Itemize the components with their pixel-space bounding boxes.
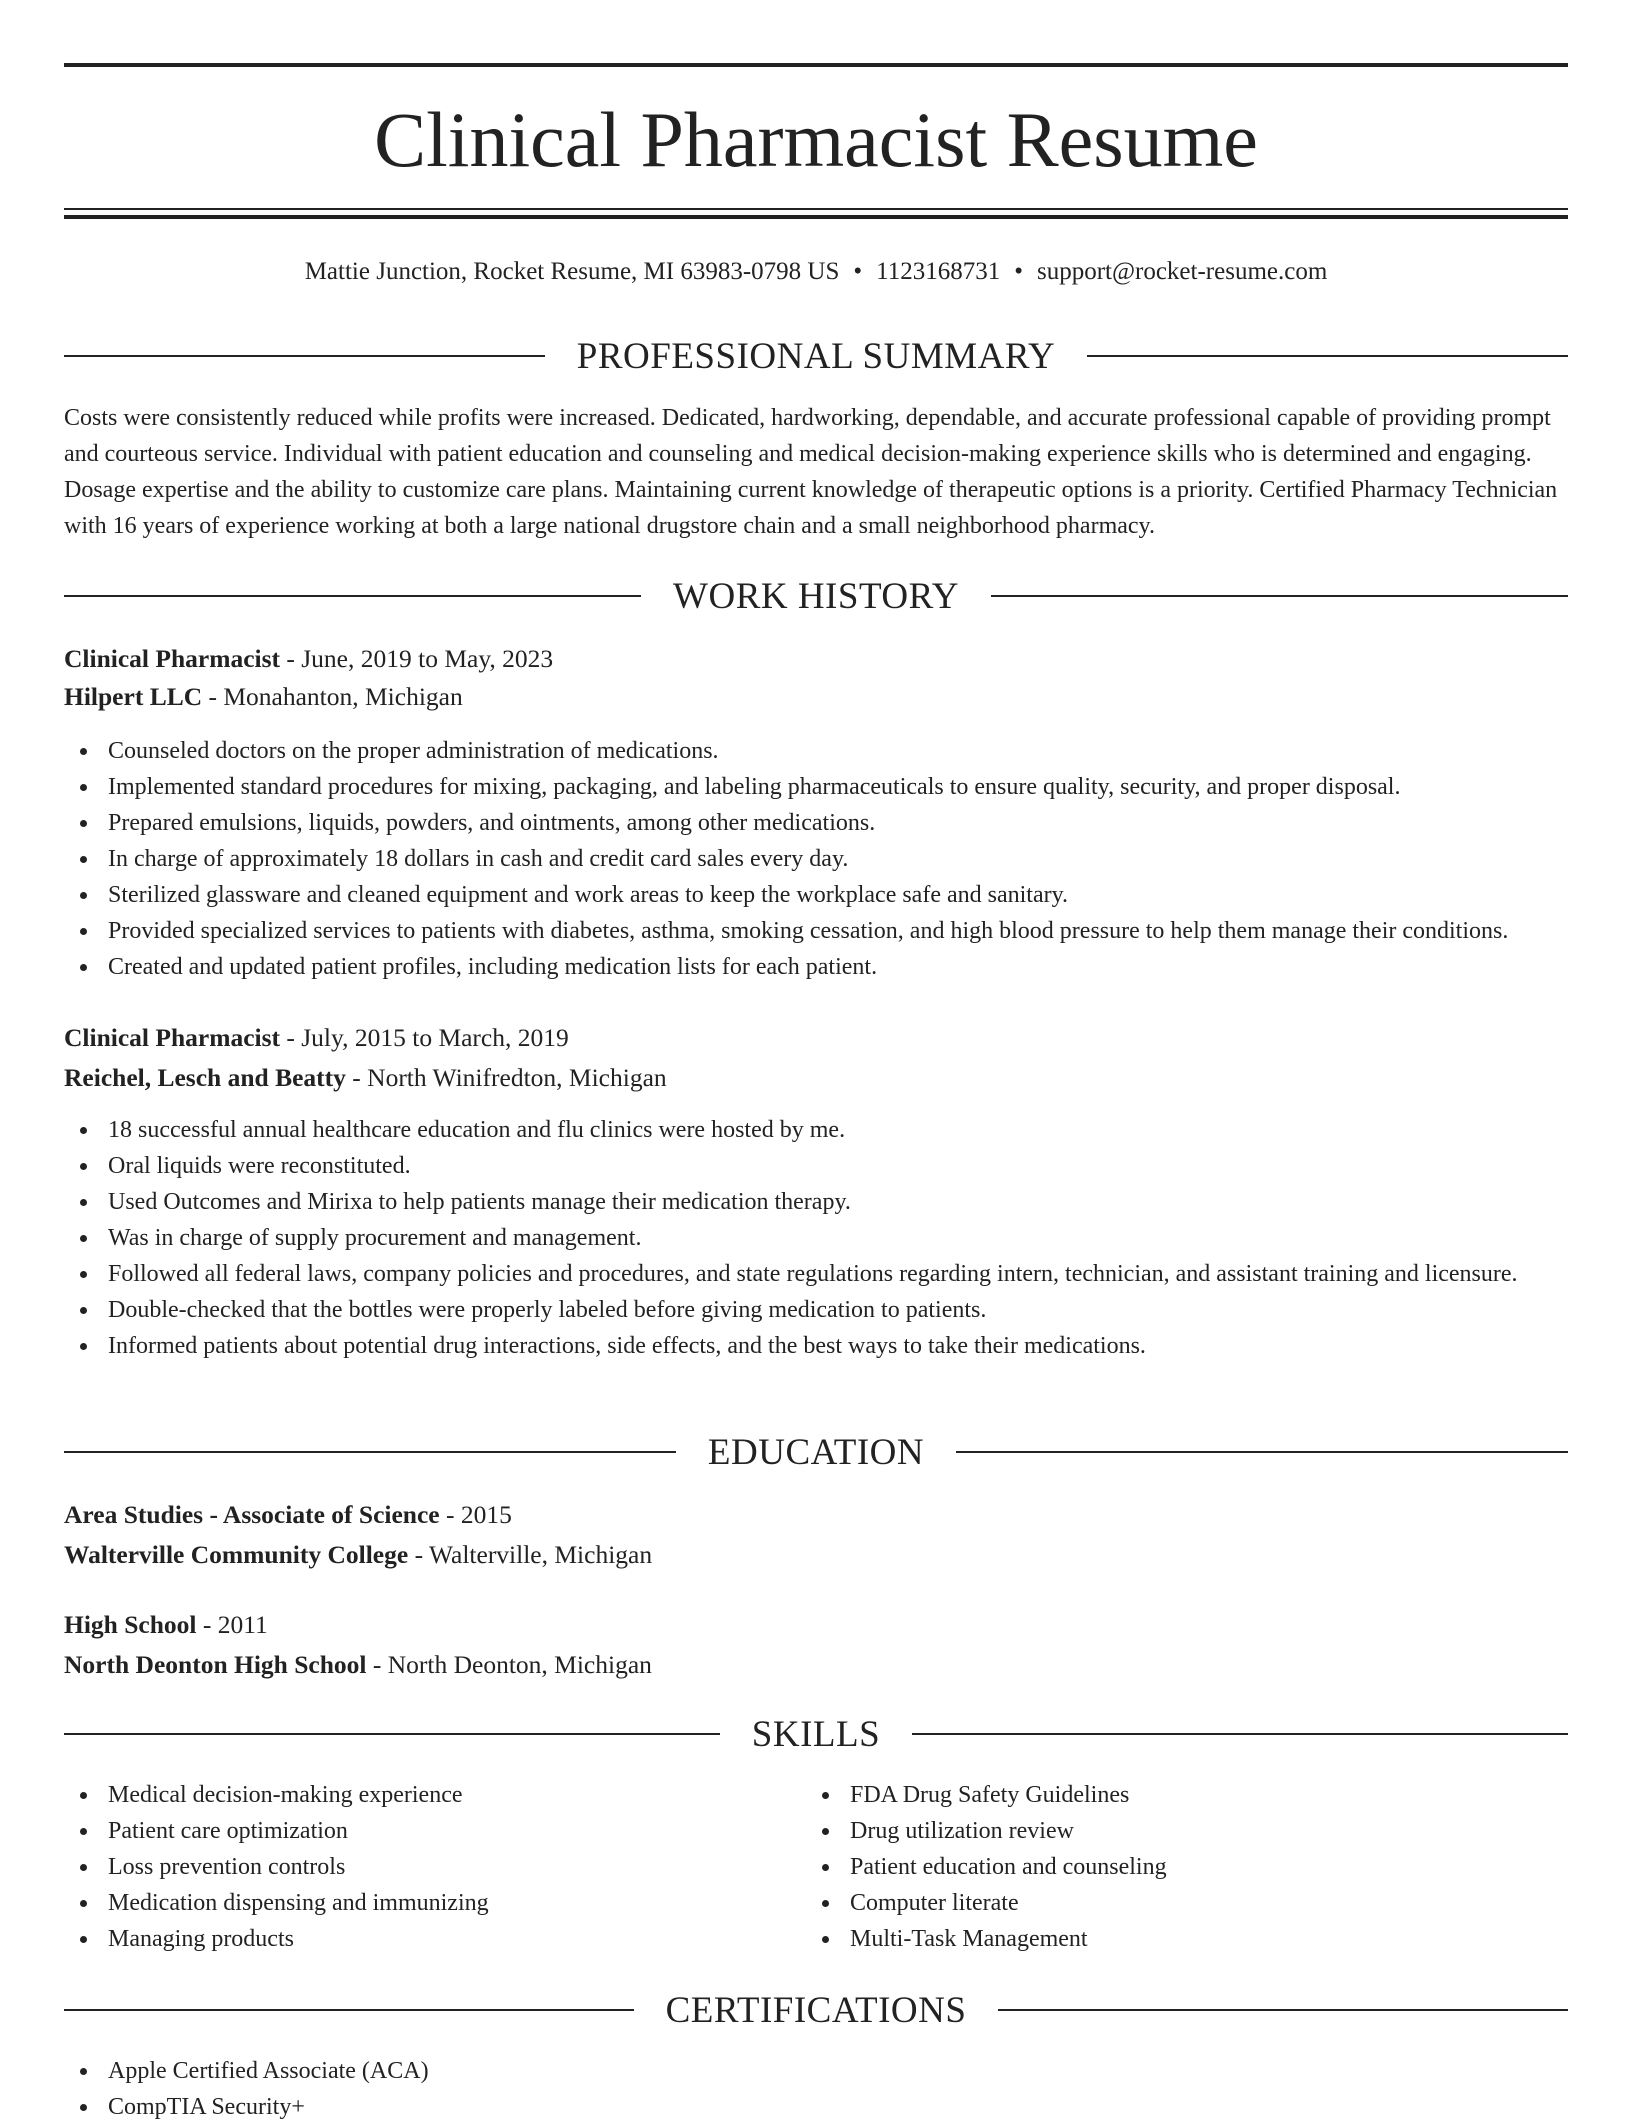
section-header-certifications bbox=[64, 1988, 1568, 2032]
certification-item: CompTIA Security+ bbox=[64, 2089, 1568, 2125]
list-item: 18 successful annual healthcare education and flu clinics were hosted by me. bbox=[64, 1112, 1568, 1148]
skill-item: Managing products bbox=[64, 1921, 1568, 1957]
section-title: EDUCATION bbox=[707, 1431, 925, 1473]
job-company-line bbox=[64, 679, 1568, 715]
education-year: - 2011 bbox=[196, 1610, 268, 1639]
section-rule bbox=[64, 1451, 676, 1453]
section-rule bbox=[64, 2009, 634, 2011]
job-bullets bbox=[64, 733, 1568, 985]
education-school-line bbox=[64, 1647, 1568, 1683]
skill-item: Computer literate bbox=[806, 1885, 1632, 1921]
contact-phone: 1123168731 bbox=[876, 258, 1001, 285]
contact-separator: • bbox=[853, 258, 863, 285]
section-header-work bbox=[64, 574, 1568, 618]
education-location: - Walterville, Michigan bbox=[408, 1540, 653, 1569]
job-dates: - July, 2015 to March, 2019 bbox=[280, 1023, 569, 1052]
education-degree: High School bbox=[64, 1610, 197, 1639]
section-rule bbox=[64, 1733, 720, 1735]
education-school: North Deonton High School bbox=[64, 1650, 367, 1679]
title-double-rule bbox=[64, 208, 1568, 219]
list-item: In charge of approximately 18 dollars in cash and credit card sales every day. bbox=[64, 841, 1568, 877]
job-title: Clinical Pharmacist bbox=[64, 1023, 281, 1052]
section-header-education bbox=[64, 1430, 1568, 1474]
education-location: - North Deonton, Michigan bbox=[366, 1650, 652, 1679]
list-item: Used Outcomes and Mirixa to help patients manage their medication therapy. bbox=[64, 1184, 1568, 1220]
job-location: - North Winifredton, Michigan bbox=[345, 1063, 667, 1092]
list-item: Oral liquids were reconstituted. bbox=[64, 1148, 1568, 1184]
section-rule bbox=[991, 595, 1568, 597]
skill-item: Drug utilization review bbox=[806, 1813, 1632, 1849]
section-rule bbox=[998, 2009, 1568, 2011]
list-item: Created and updated patient profiles, including medication lists for each patient. bbox=[64, 949, 1568, 985]
job-bullets bbox=[64, 1112, 1568, 1364]
skills-list-right bbox=[806, 1777, 1632, 1957]
section-rule bbox=[956, 1451, 1568, 1453]
list-item: Informed patients about potential drug interactions, side effects, and the best ways to take their medications. bbox=[64, 1328, 1568, 1364]
section-rule bbox=[912, 1733, 1568, 1735]
list-item: Prepared emulsions, liquids, powders, and ointments, among other medications. bbox=[64, 805, 1568, 841]
skill-item: Patient care optimization bbox=[64, 1813, 1568, 1849]
contact-email: support@rocket-resume.com bbox=[1036, 258, 1328, 285]
section-rule bbox=[64, 355, 545, 357]
skill-item: FDA Drug Safety Guidelines bbox=[806, 1777, 1632, 1813]
education-degree: Area Studies - Associate of Science bbox=[64, 1500, 440, 1529]
list-item: Double-checked that the bottles were properly labeled before giving medication to patients. bbox=[64, 1292, 1568, 1328]
section-rule bbox=[1087, 355, 1568, 357]
job-company: Reichel, Lesch and Beatty bbox=[64, 1063, 346, 1092]
section-rule bbox=[64, 595, 641, 597]
education-degree-line bbox=[64, 1497, 1568, 1533]
section-title: WORK HISTORY bbox=[673, 575, 959, 617]
list-item: Sterilized glassware and cleaned equipment and work areas to keep the workplace safe and sanitary. bbox=[64, 877, 1568, 913]
summary-text: Costs were consistently reduced while profits were increased. Dedicated, hardworking, dependable, and accurate professional capable of providing prompt and courteous service. Individual with patient education and counseling and medical decision-making experience skills who is determined and engaging. Dosage expertise and the ability to customize care plans. Maintaining current knowledge of therapeutic options is a priority. Certified Pharmacy Technician with 16 years of experience working at both a large national drugstore chain and a small neighborhood pharmacy. bbox=[64, 405, 1558, 539]
job-company-line bbox=[64, 1060, 1568, 1096]
section-title: CERTIFICATIONS bbox=[665, 1989, 967, 2031]
certifications-list bbox=[64, 2053, 1568, 2125]
job-title: Clinical Pharmacist bbox=[64, 644, 281, 673]
skill-item: Patient education and counseling bbox=[806, 1849, 1632, 1885]
section-title: SKILLS bbox=[751, 1713, 881, 1755]
skill-item: Medication dispensing and immunizing bbox=[64, 1885, 1568, 1921]
skill-item: Loss prevention controls bbox=[64, 1849, 1568, 1885]
job-title-line bbox=[64, 641, 1568, 677]
job-title-line bbox=[64, 1020, 1568, 1056]
contact-line bbox=[64, 255, 1568, 289]
list-item: Provided specialized services to patients with diabetes, asthma, smoking cessation, and high blood pressure to help them manage their conditions. bbox=[64, 913, 1568, 949]
education-school: Walterville Community College bbox=[64, 1540, 409, 1569]
education-year: - 2015 bbox=[439, 1500, 512, 1529]
list-item: Was in charge of supply procurement and management. bbox=[64, 1220, 1568, 1256]
job-dates: - June, 2019 to May, 2023 bbox=[280, 644, 554, 673]
skill-item: Medical decision-making experience bbox=[64, 1777, 1568, 1813]
education-degree-line bbox=[64, 1607, 1568, 1643]
certification-item: Apple Certified Associate (ACA) bbox=[64, 2053, 1568, 2089]
education-school-line bbox=[64, 1537, 1568, 1573]
contact-address: Mattie Junction, Rocket Resume, MI 63983-0798 US bbox=[304, 258, 840, 285]
job-location: - Monahanton, Michigan bbox=[202, 682, 463, 711]
list-item: Implemented standard procedures for mixing, packaging, and labeling pharmaceuticals to ensure quality, security, and proper disposal. bbox=[64, 769, 1568, 805]
job-company: Hilpert LLC bbox=[64, 682, 203, 711]
list-item: Counseled doctors on the proper administration of medications. bbox=[64, 733, 1568, 769]
section-header-summary bbox=[64, 334, 1568, 378]
resume-title: Clinical Pharmacist Resume bbox=[374, 96, 1258, 183]
section-title: PROFESSIONAL SUMMARY bbox=[576, 335, 1056, 377]
contact-separator: • bbox=[1014, 258, 1023, 285]
top-rule bbox=[64, 63, 1568, 67]
section-header-skills bbox=[64, 1712, 1568, 1756]
list-item: Followed all federal laws, company policies and procedures, and state regulations regarding intern, technician, and assistant training and licensure. bbox=[64, 1256, 1568, 1292]
skill-item: Multi-Task Management bbox=[806, 1921, 1632, 1957]
